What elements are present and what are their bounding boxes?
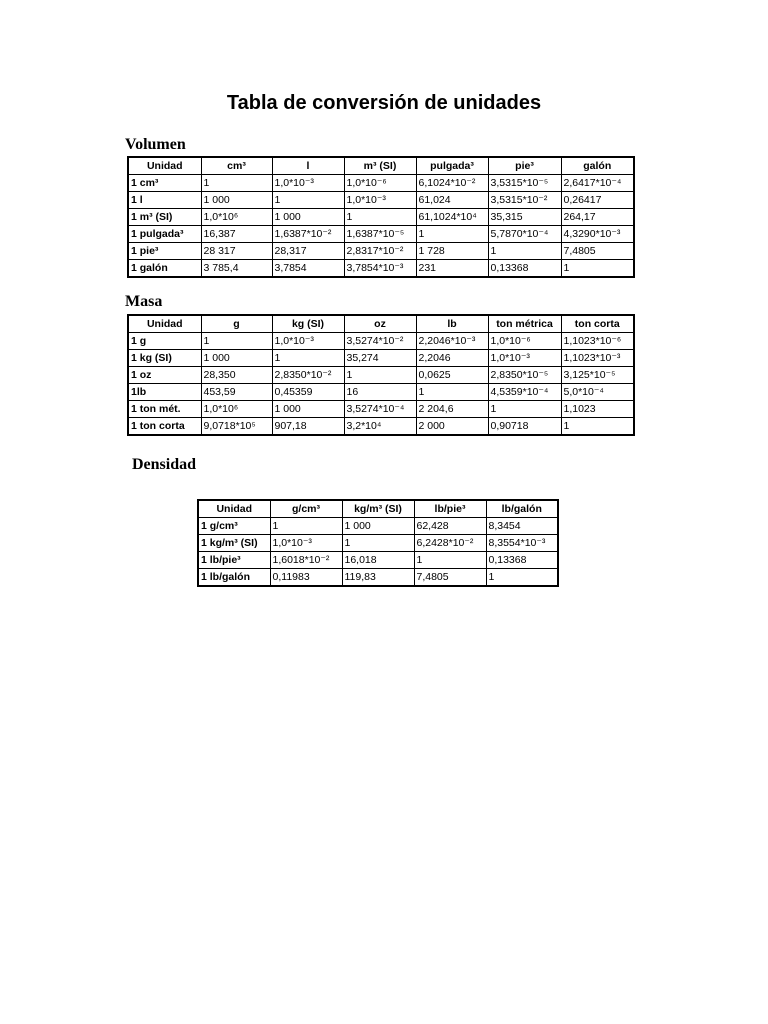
table-cell: 8,3554*10⁻³ — [486, 535, 558, 552]
table-cell: 5,7870*10⁻⁴ — [488, 226, 561, 243]
masa-heading: Masa — [125, 293, 163, 310]
table-cell: 1 — [201, 175, 272, 192]
table-cell: 35,315 — [488, 209, 561, 226]
table-cell: 62,428 — [414, 518, 486, 535]
densidad-column-header: g/cm³ — [270, 500, 342, 518]
row-unit-label: 1 kg (SI) — [128, 350, 201, 367]
table-cell: 0,26417 — [561, 192, 634, 209]
table-cell: 1,0*10⁶ — [201, 401, 272, 418]
densidad-column-header: lb/galón — [486, 500, 558, 518]
volumen-column-header: pie³ — [488, 157, 561, 175]
densidad-header-row — [198, 500, 558, 518]
table-cell: 1 728 — [416, 243, 488, 260]
table-cell: 4,5359*10⁻⁴ — [488, 384, 561, 401]
table-cell: 1 000 — [272, 401, 344, 418]
row-unit-label: 1 pie³ — [128, 243, 201, 260]
table-cell: 0,11983 — [270, 569, 342, 587]
table-cell: 1 — [344, 367, 416, 384]
volumen-column-header: Unidad — [128, 157, 201, 175]
table-cell: 3 785,4 — [201, 260, 272, 278]
table-cell: 1 — [201, 333, 272, 350]
table-cell: 1 — [416, 384, 488, 401]
table-cell: 1,0*10⁻⁶ — [344, 175, 416, 192]
densidad-column-header: lb/pie³ — [414, 500, 486, 518]
table-cell: 1,1023*10⁻³ — [561, 350, 634, 367]
row-unit-label: 1 galón — [128, 260, 201, 278]
table-cell: 907,18 — [272, 418, 344, 436]
table-cell: 1 000 — [272, 209, 344, 226]
table-cell: 1 — [272, 192, 344, 209]
volumen-column-header: galón — [561, 157, 634, 175]
table-cell: 8,3454 — [486, 518, 558, 535]
table-cell: 2 204,6 — [416, 401, 488, 418]
row-unit-label: 1 g/cm³ — [198, 518, 270, 535]
table-cell: 1,0*10⁻³ — [272, 175, 344, 192]
table-cell: 28 317 — [201, 243, 272, 260]
table-cell: 1,0*10⁻³ — [270, 535, 342, 552]
table-cell: 4,3290*10⁻³ — [561, 226, 634, 243]
densidad-column-header: Unidad — [198, 500, 270, 518]
row-unit-label: 1 kg/m³ (SI) — [198, 535, 270, 552]
table-cell: 7,4805 — [561, 243, 634, 260]
table-cell: 2,6417*10⁻⁴ — [561, 175, 634, 192]
table-row — [128, 226, 634, 243]
table-cell: 1 — [486, 569, 558, 587]
volumen-heading: Volumen — [125, 136, 186, 153]
table-cell: 119,83 — [342, 569, 414, 587]
masa-column-header: lb — [416, 315, 488, 333]
volumen-column-header: m³ (SI) — [344, 157, 416, 175]
table-cell: 2,8350*10⁻⁵ — [488, 367, 561, 384]
table-row — [128, 350, 634, 367]
volumen-column-header: pulgada³ — [416, 157, 488, 175]
table-cell: 6,2428*10⁻² — [414, 535, 486, 552]
row-unit-label: 1lb — [128, 384, 201, 401]
table-cell: 1 — [272, 350, 344, 367]
row-unit-label: 1 lb/pie³ — [198, 552, 270, 569]
volumen-column-header: l — [272, 157, 344, 175]
table-cell: 0,13368 — [486, 552, 558, 569]
table-cell: 1 — [344, 209, 416, 226]
table-cell: 2,8350*10⁻² — [272, 367, 344, 384]
table-cell: 264,17 — [561, 209, 634, 226]
table-cell: 3,5274*10⁻⁴ — [344, 401, 416, 418]
table-cell: 3,7854 — [272, 260, 344, 278]
table-cell: 3,5315*10⁻⁵ — [488, 175, 561, 192]
densidad-table — [197, 499, 559, 587]
row-unit-label: 1 cm³ — [128, 175, 201, 192]
table-cell: 61,024 — [416, 192, 488, 209]
masa-column-header: ton métrica — [488, 315, 561, 333]
row-unit-label: 1 ton mét. — [128, 401, 201, 418]
table-row — [128, 175, 634, 192]
table-row — [128, 418, 634, 436]
row-unit-label: 1 ton corta — [128, 418, 201, 436]
table-cell: 2,2046*10⁻³ — [416, 333, 488, 350]
table-row — [128, 243, 634, 260]
table-cell: 6,1024*10⁻² — [416, 175, 488, 192]
table-row — [128, 333, 634, 350]
densidad-heading: Densidad — [132, 456, 197, 473]
table-row — [128, 192, 634, 209]
table-row — [198, 569, 558, 587]
table-cell: 1,0*10⁻³ — [344, 192, 416, 209]
table-cell: 28,317 — [272, 243, 344, 260]
table-cell: 1,0*10⁻³ — [488, 350, 561, 367]
table-cell: 231 — [416, 260, 488, 278]
table-row — [198, 518, 558, 535]
table-cell: 1,6018*10⁻² — [270, 552, 342, 569]
table-cell: 3,5315*10⁻² — [488, 192, 561, 209]
densidad-column-header: kg/m³ (SI) — [342, 500, 414, 518]
table-cell: 7,4805 — [414, 569, 486, 587]
row-unit-label: 1 oz — [128, 367, 201, 384]
table-cell: 16 — [344, 384, 416, 401]
table-cell: 16,018 — [342, 552, 414, 569]
volumen-column-header: cm³ — [201, 157, 272, 175]
table-cell: 2 000 — [416, 418, 488, 436]
table-cell: 1 — [488, 243, 561, 260]
table-cell: 1 000 — [201, 350, 272, 367]
row-unit-label: 1 pulgada³ — [128, 226, 201, 243]
table-cell: 1,0*10⁶ — [201, 209, 272, 226]
masa-column-header: oz — [344, 315, 416, 333]
table-row — [128, 384, 634, 401]
table-cell: 1 — [414, 552, 486, 569]
table-cell: 2,8317*10⁻² — [344, 243, 416, 260]
table-cell: 1 — [561, 418, 634, 436]
table-cell: 453,59 — [201, 384, 272, 401]
masa-column-header: kg (SI) — [272, 315, 344, 333]
table-cell: 0,13368 — [488, 260, 561, 278]
table-cell: 1,6387*10⁻² — [272, 226, 344, 243]
table-cell: 1 000 — [201, 192, 272, 209]
table-row — [198, 535, 558, 552]
masa-column-header: ton corta — [561, 315, 634, 333]
table-cell: 5,0*10⁻⁴ — [561, 384, 634, 401]
table-cell: 1 — [416, 226, 488, 243]
table-cell: 1 — [342, 535, 414, 552]
table-cell: 3,5274*10⁻² — [344, 333, 416, 350]
table-cell: 1,6387*10⁻⁵ — [344, 226, 416, 243]
masa-header-row — [128, 315, 634, 333]
table-cell: 1,0*10⁻⁶ — [488, 333, 561, 350]
page-title: Tabla de conversión de unidades — [226, 92, 542, 114]
volumen-header-row — [128, 157, 634, 175]
masa-column-header: g — [201, 315, 272, 333]
table-cell: 1 — [270, 518, 342, 535]
table-row — [128, 260, 634, 278]
table-cell: 3,2*10⁴ — [344, 418, 416, 436]
table-cell: 3,7854*10⁻³ — [344, 260, 416, 278]
table-cell: 1 — [488, 401, 561, 418]
table-cell: 1 000 — [342, 518, 414, 535]
table-row — [198, 552, 558, 569]
table-cell: 3,125*10⁻⁵ — [561, 367, 634, 384]
row-unit-label: 1 l — [128, 192, 201, 209]
table-row — [128, 401, 634, 418]
table-cell: 16,387 — [201, 226, 272, 243]
table-cell: 35,274 — [344, 350, 416, 367]
table-cell: 1 — [561, 260, 634, 278]
table-cell: 1,1023 — [561, 401, 634, 418]
table-cell: 28,350 — [201, 367, 272, 384]
row-unit-label: 1 g — [128, 333, 201, 350]
table-cell: 0,45359 — [272, 384, 344, 401]
row-unit-label: 1 lb/galón — [198, 569, 270, 587]
table-cell: 9,0718*10⁵ — [201, 418, 272, 436]
table-row — [128, 367, 634, 384]
table-cell: 2,2046 — [416, 350, 488, 367]
masa-table — [127, 314, 635, 436]
table-cell: 61,1024*10⁴ — [416, 209, 488, 226]
table-cell: 1,1023*10⁻⁶ — [561, 333, 634, 350]
table-cell: 0,90718 — [488, 418, 561, 436]
masa-column-header: Unidad — [128, 315, 201, 333]
volumen-table — [127, 156, 635, 278]
table-cell: 1,0*10⁻³ — [272, 333, 344, 350]
table-cell: 0,0625 — [416, 367, 488, 384]
row-unit-label: 1 m³ (SI) — [128, 209, 201, 226]
table-row — [128, 209, 634, 226]
